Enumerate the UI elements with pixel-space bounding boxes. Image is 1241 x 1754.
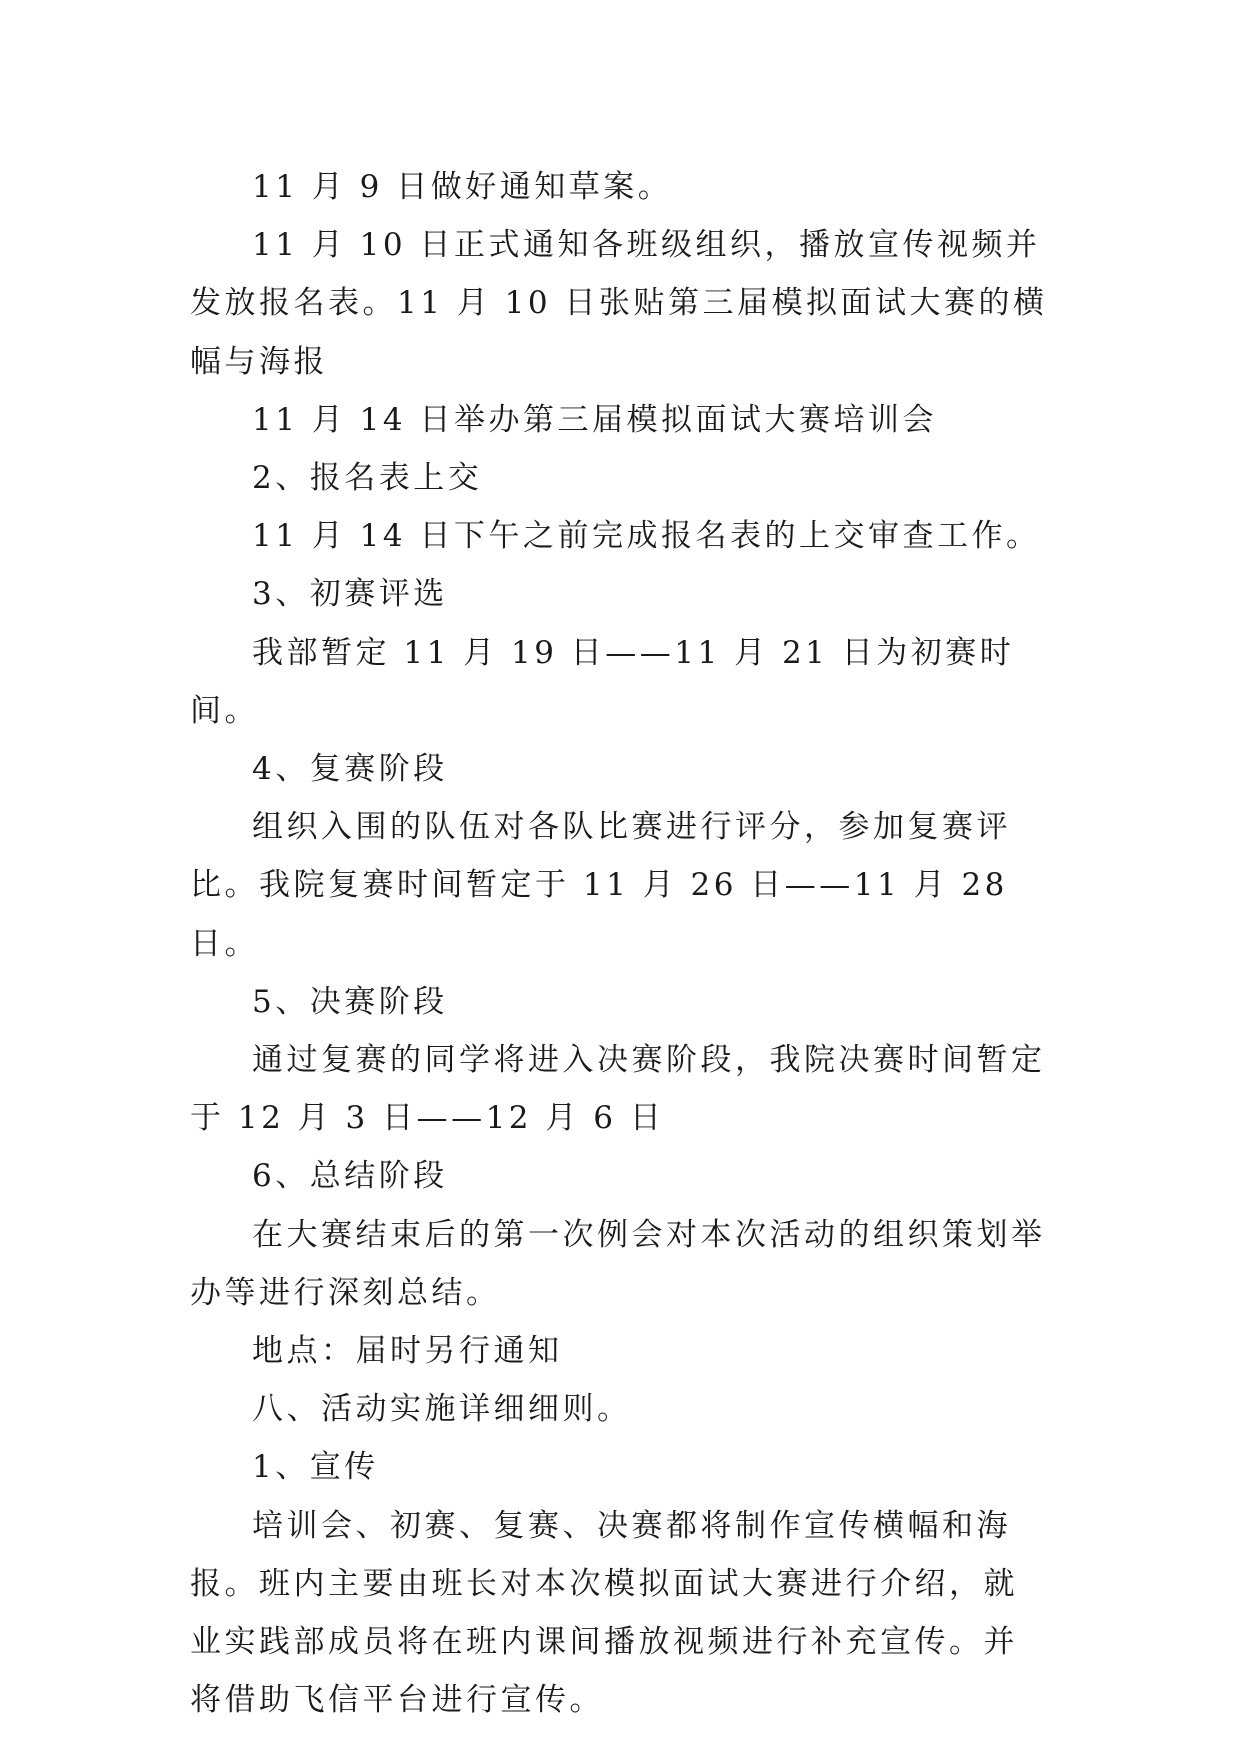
paragraph-notice-draft: 11 月 9 日做好通知草案。 — [252, 169, 673, 205]
document-body — [190, 158, 1050, 1729]
paragraph-preliminary-time: 我部暂定 11 月 19 日——11 月 21 日为初赛时间。 — [190, 634, 1015, 729]
heading-registration-submit: 2、报名表上交 — [252, 460, 483, 497]
paragraph-summary-details: 在大赛结束后的第一次例会对本次活动的组织策划举办等进行深刻总结。 — [190, 1216, 1046, 1311]
heading-preliminary: 3、初赛评选 — [252, 576, 448, 613]
paragraph-registration-deadline: 11 月 14 日下午之前完成报名表的上交审查工作。 — [252, 518, 1041, 555]
heading-summary: 6、总结阶段 — [252, 1158, 448, 1195]
heading-implementation-rules: 八、活动实施详细细则。 — [252, 1391, 632, 1428]
paragraph-formal-notice: 11 月 10 日正式通知各班级组织，播放宣传视频并发放报名表。11 月 10 日张贴第三届模拟面试大赛的横幅与海报 — [190, 227, 1048, 380]
heading-publicity: 1、宣传 — [252, 1449, 379, 1486]
heading-semifinal: 4、复赛阶段 — [252, 751, 448, 788]
paragraph-final-details: 通过复赛的同学将进入决赛阶段，我院决赛时间暂定于 12 月 3 日——12 月 6 日 — [190, 1042, 1046, 1137]
paragraph-training-session: 11 月 14 日举办第三届模拟面试大赛培训会 — [252, 401, 937, 438]
paragraph-semifinal-details: 组织入围的队伍对各队比赛进行评分，参加复赛评比。我院复赛时间暂定于 11 月 26 日——11 月 28 日。 — [190, 809, 1022, 962]
paragraph-publicity-details: 培训会、初赛、复赛、决赛都将制作宣传横幅和海报。班内主要由班长对本次模拟面试大赛进行介绍，就业实践部成员将在班内课间播放视频进行补充宣传。并将借助飞信平台进行宣传。 — [190, 1507, 1018, 1719]
heading-final: 5、决赛阶段 — [252, 983, 448, 1020]
paragraph-location: 地点：届时另行通知 — [252, 1333, 563, 1370]
